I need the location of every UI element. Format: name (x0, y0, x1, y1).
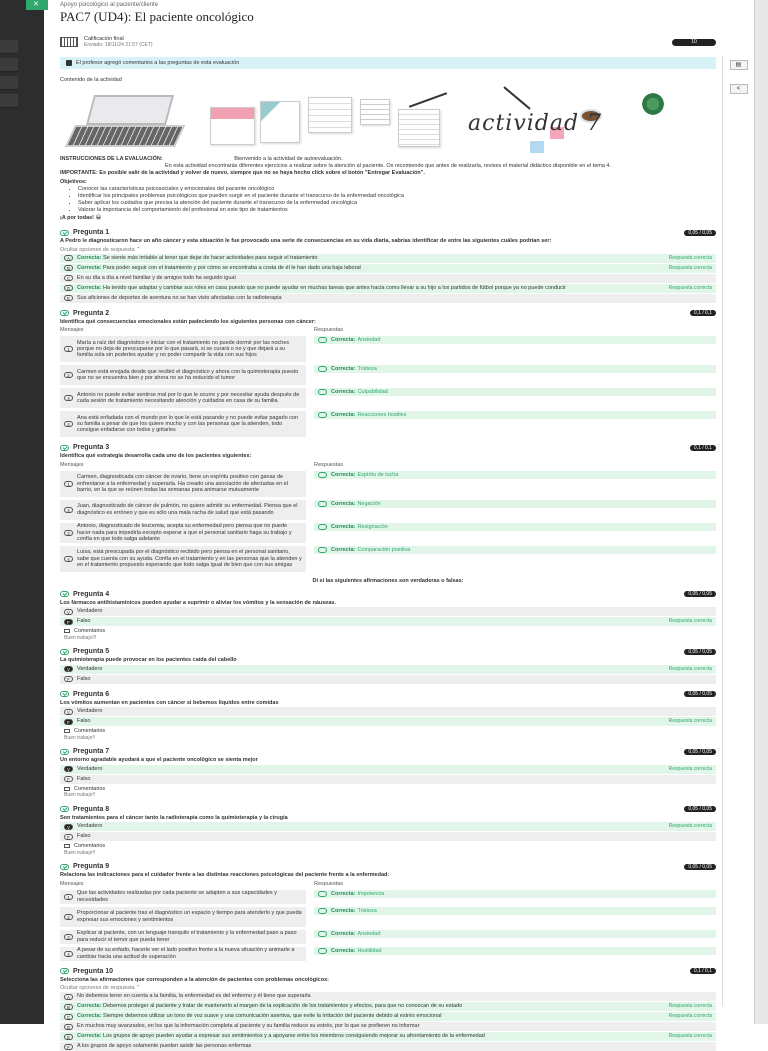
match-answer: Correcta: Ansiedad (314, 930, 716, 938)
grade-box (60, 35, 716, 49)
match-answer: Correcta: Negación (314, 500, 716, 508)
paper-illustration (210, 107, 255, 145)
answer-option: E Sus aficiones de deportes de aventura no se han visto afectadas con la radioterapia (60, 294, 716, 303)
option-letter: V (64, 824, 73, 830)
objective-item: • Identificar los principales problemas psicológicos que pueden surgir en el paciente durante el transcurso de la enfermedad oncológica (78, 193, 716, 200)
breadcrumb[interactable]: Apoyo psicológico al paciente/cliente (60, 2, 159, 8)
cheer-text: ¡A por todas! 😀 (60, 215, 102, 222)
comments-block: Comentarios Buen trabajo!! (60, 786, 716, 799)
correct-check-icon (60, 806, 69, 812)
grade-label: Calificación final (84, 36, 124, 42)
question-2 (60, 309, 716, 438)
answer-option: F Falso Respuesta correcta (60, 617, 716, 626)
answer-option: F Falso Respuesta correcta (60, 717, 716, 726)
option-letter: A (64, 255, 73, 261)
option-letter: C (64, 1014, 73, 1020)
match-message: 2 Carmen está enojada desde que recibió el diagnóstico y ahora con la quimioterapia puesto que no se encuentra bien y por ahora no se ha reducido el tumor (60, 365, 306, 385)
option-letter: V (64, 709, 73, 715)
match-message: 3 Explicar al paciente, con un lenguaje tranquilo el tratamiento y la enfermedad paso a paso para reducir el temor que pueda tener (60, 930, 306, 944)
comment-icon (66, 60, 72, 66)
comments-notice (60, 57, 716, 69)
option-letter: F (64, 776, 73, 782)
sidebar-tab[interactable] (0, 76, 18, 90)
answer-option: D Correcta: Ha tenido que adaptar y cambiar sus roles en casa puesto que no puede ayudar en muchas tareas que antes hacía como llevar a su hijo a los partidos de fútbol porque ya no puede conducir Respuesta correcta (60, 284, 716, 293)
match-message: 1 Carmen, diagnosticada con cáncer de ovario, tiene un espíritu positivo con ganas de enfrentarse a la enfermedad y superarla. Ha creado una asociación de afectadas en el barrio, en la que se reúnen todas las semanas para animarse mutuamente (60, 471, 306, 497)
correct-check-icon (60, 749, 69, 755)
question-text: Un entorno agradable ayudará a que el paciente oncológico se sienta mejor (60, 757, 258, 764)
match-answer: Correcta: Reacciones hostiles (314, 411, 716, 419)
question-text: Identifica qué estrategia desarrolla cada uno de los pacientes siguientes: (60, 453, 252, 460)
answer-option: E Correcta: Los grupos de apoyo pueden ayudar a expresar sus sentimientos y a apoyarse entre los miembros consiguiendo mejorar su afrontamiento de la enfermedad Respuesta correcta (60, 1032, 716, 1041)
pencil-illustration (409, 92, 447, 108)
option-letter: D (64, 285, 73, 291)
grade-sent-date: Enviado: 18/11/24 21:57 (CET) (84, 42, 153, 48)
question-score: 0,05 / 0,05 (684, 691, 716, 697)
question-title: Pregunta 1 (73, 229, 110, 237)
comments-block: Comentarios Buen trabajo!! (60, 728, 716, 741)
banner-title: actividad 7 (468, 111, 603, 136)
question-8 (60, 805, 716, 857)
question-score: 0,05 / 0,05 (684, 230, 716, 236)
plant-illustration (642, 93, 664, 115)
question-10 (60, 967, 716, 1051)
answer-option: V Verdadero (60, 707, 716, 716)
question-text: Identifica qué consecuencias emocionales están padeciendo los siguientes personas con cáncer: (60, 318, 316, 325)
collapse-icon[interactable]: < (730, 84, 748, 94)
question-4 (60, 590, 716, 642)
instructions-heading: INSTRUCCIONES DE LA EVALUACIÓN: (60, 156, 163, 162)
correct-check-icon (60, 445, 69, 451)
grade-icon (60, 37, 78, 47)
option-letter: F (64, 676, 73, 682)
question-title: Pregunta 7 (73, 748, 110, 756)
question-text: Los fármacos antihistamínicos pueden ayudar a suprimir o aliviar los vómitos y la sensación de náuseas. (60, 599, 337, 606)
match-answer: Correcta: Comparación positiva (314, 546, 716, 554)
feedback-text: Respuesta correcta (668, 1013, 712, 1020)
comment-icon (64, 629, 70, 633)
question-text: A Pedro le diagnosticaron hace un año cáncer y esta situación le fue provocado una serie de consecuencias en su vida diaria, sabrías identificar de entre las siguientes cuáles podrían ser: (60, 238, 552, 245)
comment-icon (64, 729, 70, 733)
option-letter: C (64, 275, 73, 281)
question-title: Pregunta 4 (73, 590, 110, 598)
match-message: 3 Antonio no puede evitar sentirse mal por lo que le ocurre y por necesitar ayuda después de cada sesión de tratamiento necesitando atención y cuidados en casa de su familia (60, 388, 306, 408)
paper-illustration (308, 97, 352, 133)
sticky-note-illustration (530, 141, 544, 153)
comment-text: Buen trabajo!! (64, 734, 96, 741)
answer-option: F A los grupos de apoyo solamente pueden asistir las personas enfermas (60, 1042, 716, 1051)
feedback-text: Respuesta correcta (668, 254, 712, 261)
option-letter: B (64, 265, 73, 271)
option-letter: A (64, 994, 73, 1000)
scrollbar[interactable] (754, 0, 768, 1024)
paper-illustration (260, 101, 300, 143)
answer-option: B Correcta: Debemos proteger al paciente y tratar de mantenerlo al margen de la explicación de los tratamientos y efectos, para que no conozcan de su estado Respuesta correcta (60, 1002, 716, 1011)
comment-icon (64, 844, 70, 848)
comments-block: Comentarios Buen trabajo!!! (60, 628, 716, 641)
correct-check-icon (60, 591, 69, 597)
feedback-text: Respuesta correcta (668, 665, 712, 672)
option-letter: B (64, 1004, 73, 1010)
paper-illustration (398, 109, 440, 147)
option-letter: V (64, 609, 73, 615)
messages-header: Mensajes (60, 880, 84, 887)
answer-option: V Verdadero (60, 607, 716, 616)
correct-check-icon (60, 649, 69, 655)
question-score: 0,05 / 0,05 (684, 591, 716, 597)
feedback-text: Respuesta correcta (668, 823, 712, 830)
answers-header: Respuestas (314, 880, 344, 887)
feedback-text: Respuesta correcta (668, 264, 712, 271)
option-letter: F (64, 834, 73, 840)
option-letter: V (64, 766, 73, 772)
question-9 (60, 862, 716, 961)
question-text: Los vómitos aumentan en pacientes con cáncer si bebemos líquidos entre comidas (60, 699, 279, 706)
answer-option: V Verdadero Respuesta correcta (60, 822, 716, 831)
match-answer: Correcta: Ansiedad (314, 336, 716, 344)
question-title: Pregunta 2 (73, 309, 110, 317)
question-1 (60, 228, 716, 303)
instructions-text: En esta actividad encontrarás diferentes ejercicios a realizar sobre la atención al paciente. Os recomiendo que antes de realizarla, revises el material didáctico disponible en el tema 4. (164, 162, 612, 169)
question-text: Son tratamientos para el cáncer tanto la radioterapia como la quimioterapia y la cirugía (60, 814, 288, 821)
question-3 (60, 443, 716, 572)
answer-option: C En su día a día a nivel familiar y de amigos todo ha seguido igual (60, 274, 716, 283)
close-panel-button[interactable] (26, 0, 48, 10)
question-text: La quimioterapia puede provocar en los pacientes caída del cabello (60, 657, 237, 664)
question-title: Pregunta 5 (73, 648, 110, 656)
option-letter: V (64, 666, 73, 672)
option-letter: F (64, 719, 73, 725)
feedback-text: Respuesta correcta (668, 284, 712, 291)
instructions (60, 156, 716, 222)
match-answer: Correcta: Espíritu de lucha (314, 471, 716, 479)
pencil-illustration (503, 86, 530, 109)
answers-header: Respuestas (314, 327, 344, 334)
question-score: 0,05 / 0,05 (684, 749, 716, 755)
match-answer: Correcta: Tristeza (314, 907, 716, 915)
match-message: 4 A pesar de su enfado, hacerle ver el lado positivo frente a la nueva situación y animarle a cambiar hacia una actitud de superación (60, 947, 306, 961)
comment-icon (64, 787, 70, 791)
question-score: 0,05 / 0,05 (684, 806, 716, 812)
correct-check-icon (60, 310, 69, 316)
match-answer: Correcta: Hostilidad (314, 947, 716, 955)
feedback-text: Respuesta correcta (668, 1003, 712, 1010)
comments-block: Comentarios Buen trabajo!! (60, 843, 716, 856)
match-answer: Correcta: Resignación (314, 523, 716, 531)
close-icon: ✕ (33, 1, 39, 8)
match-answer: Correcta: Culpabilidad (314, 388, 716, 396)
match-message: 2 Proporcionar al paciente tras el diagnóstico un espacio y tiempo para atenderlo y que pueda expresar sus emociones y sentimientos (60, 907, 306, 927)
match-message: 2 Juan, diagnosticado de cáncer de pulmón, no quiere admitir su enfermedad. Piensa que el diagnóstico es erróneo y que es sólo una mala racha de salud que está pasando (60, 500, 306, 520)
notice-text: El profesor agregó comentarios a las preguntas de esta evaluación (76, 60, 240, 66)
feedback-text: Respuesta correcta (668, 1033, 712, 1040)
question-text: Selecciona las afirmaciones que corresponden a la atención de pacientes con problemas oncológicos: (60, 976, 329, 983)
feedback-text: Respuesta correcta (668, 718, 712, 725)
content-label: Contenido de la actividad (60, 77, 122, 83)
answer-option: F Falso (60, 675, 716, 684)
right-toolbar (722, 56, 754, 1006)
match-answer: Correcta: Impotencia (314, 890, 716, 898)
correct-check-icon (60, 968, 69, 974)
comment-text: Buen trabajo!!! (64, 634, 97, 641)
answer-option: D En muchos muy avanzados, en los que la información completa al paciente y su familia reduce su estrés, por lo que se prefieren no informar (60, 1022, 716, 1031)
question-5 (60, 647, 716, 684)
important-text: IMPORTANTE: Es posible salir de la actividad y volver de nuevo, siempre que no se haya hecho click sobre el botón "Entregar Evaluación". (60, 169, 425, 176)
option-letter: D (64, 1024, 73, 1030)
option-letter: E (64, 1034, 73, 1040)
answers-header: Respuestas (314, 461, 344, 468)
question-title: Pregunta 6 (73, 690, 110, 698)
paper-illustration (360, 99, 390, 125)
match-answer: Correcta: Tristeza (314, 365, 716, 373)
objective-item: • Conocer las características psicosociales y emocionales del paciente oncológico (78, 186, 716, 193)
messages-header: Mensajes (60, 461, 84, 468)
laptop-illustration (70, 95, 180, 147)
comment-text: Buen trabajo!! (64, 849, 96, 856)
page-title: PAC7 (UD4): El paciente oncológico (60, 9, 254, 24)
answer-option: F Falso (60, 832, 716, 841)
print-icon[interactable]: ▤ (730, 60, 748, 70)
sidebar-tab[interactable] (0, 58, 18, 72)
match-message: 3 Antonio, diagnosticado de leucemia, acepta su enfermedad pero piensa que no puede hacer nada para impedirla excepto esperar a que el personal sanitario haga su trabajo y confía en que todo salga adelante (60, 523, 306, 543)
feedback-text: Respuesta correcta (668, 765, 712, 772)
option-letter: E (64, 295, 73, 301)
question-text: Relaciona las indicaciones para el cuidador frente a las distintas reacciones psicológicas del paciente frente a la enfermedad: (60, 872, 390, 879)
correct-check-icon (60, 691, 69, 697)
question-score: 0,1 / 0,1 (690, 968, 716, 974)
sidebar-tab[interactable] (0, 40, 18, 54)
objectives-list (78, 186, 716, 213)
option-letter: F (64, 1044, 73, 1050)
question-score: 0,05 / 0,05 (684, 864, 716, 870)
answer-option: B Correcta: Para poder seguir con el tratamiento y por cómo se encontraba a costa de él le han dado una baja laboral Respuesta correcta (60, 264, 716, 273)
answer-option: V Verdadero Respuesta correcta (60, 765, 716, 774)
question-score: 0,1 / 0,1 (690, 310, 716, 316)
activity-banner (60, 87, 716, 152)
messages-header: Mensajes (60, 327, 84, 334)
comment-text: Buen trabajo!! (64, 792, 96, 799)
answer-option: C Correcta: Siempre debemos utilizar un tono de voz suave y una comunicación asertiva, que evite la irritación del paciente debido al estrés emocional Respuesta correcta (60, 1012, 716, 1021)
main-content (60, 0, 716, 1051)
question-title: Pregunta 10 (73, 967, 114, 975)
objectives-label: Objetivos: (60, 179, 87, 186)
option-letter: F (64, 619, 73, 625)
answer-option: V Verdadero Respuesta correcta (60, 665, 716, 674)
hide-options-link[interactable]: Ocultar opciones de respuesta ⌃ (60, 246, 141, 253)
correct-check-icon (60, 864, 69, 870)
answer-option: A Correcta: Se siente más irritable al tener que dejar de hacer actividades para seguir el tratamiento Respuesta correcta (60, 254, 716, 263)
question-7 (60, 747, 716, 799)
question-title: Pregunta 8 (73, 805, 110, 813)
grade-value: 10 (672, 39, 716, 46)
left-sidebar (0, 0, 44, 1024)
question-score: 0,1 / 0,1 (690, 445, 716, 451)
match-message: 1 María a raíz del diagnóstico e iniciar con el tratamiento no puede dormir por las noches porque no deja de preocuparse por lo que pasará, si se curará o no y que dejará a su familia sola sin poderles ayudar y no poder compartir la vida con sus hijos (60, 336, 306, 362)
section-title-true-false: Di si las siguientes afirmaciones son verdaderas o falsas: (312, 577, 464, 584)
question-score: 0,05 / 0,05 (684, 649, 716, 655)
objective-item: • Valorar la importancia del comportamiento del profesional en este tipo de tratamientos (78, 207, 716, 214)
welcome-text: Bienvenido a la actividad de autoevaluación. (234, 156, 343, 162)
match-message: 4 Ana está enfadada con el mundo por lo que le está pasando y no puede evitar pagarlo con su familia a pesar de que los quiere mucho y con las personas que la atienden, todo consigue enfadarse con todos y gritarles (60, 411, 306, 437)
correct-check-icon (60, 230, 69, 236)
answer-option: F Falso (60, 775, 716, 784)
hide-options-link[interactable]: Ocultar opciones de respuesta ⌃ (60, 985, 141, 992)
answer-option: A No debemos tener en cuenta a la familia, la enfermedad es del enfermo y él tiene que superarla (60, 992, 716, 1001)
question-title: Pregunta 9 (73, 863, 110, 871)
match-message: 4 Luisa, está preocupada por el diagnóstico recibido pero piensa en el personal sanitario, sabe que cuenta con su ayuda. Confía en el tratamiento y en las personas que la atienden y en el tratamiento propuesto esperando que todo salga igual de bien que con sus amigas (60, 546, 306, 572)
feedback-text: Respuesta correcta (668, 618, 712, 625)
match-message: 1 Que las actividades realizadas por cada paciente se adapten a sus capacidades y necesidades (60, 890, 306, 904)
question-6 (60, 690, 716, 742)
question-title: Pregunta 3 (73, 444, 110, 452)
sidebar-tab[interactable] (0, 94, 18, 108)
objective-item: • Saber aplicar los cuidados que precisa la atención del paciente durante el transcurso de la enfermedad oncológica (78, 200, 716, 207)
